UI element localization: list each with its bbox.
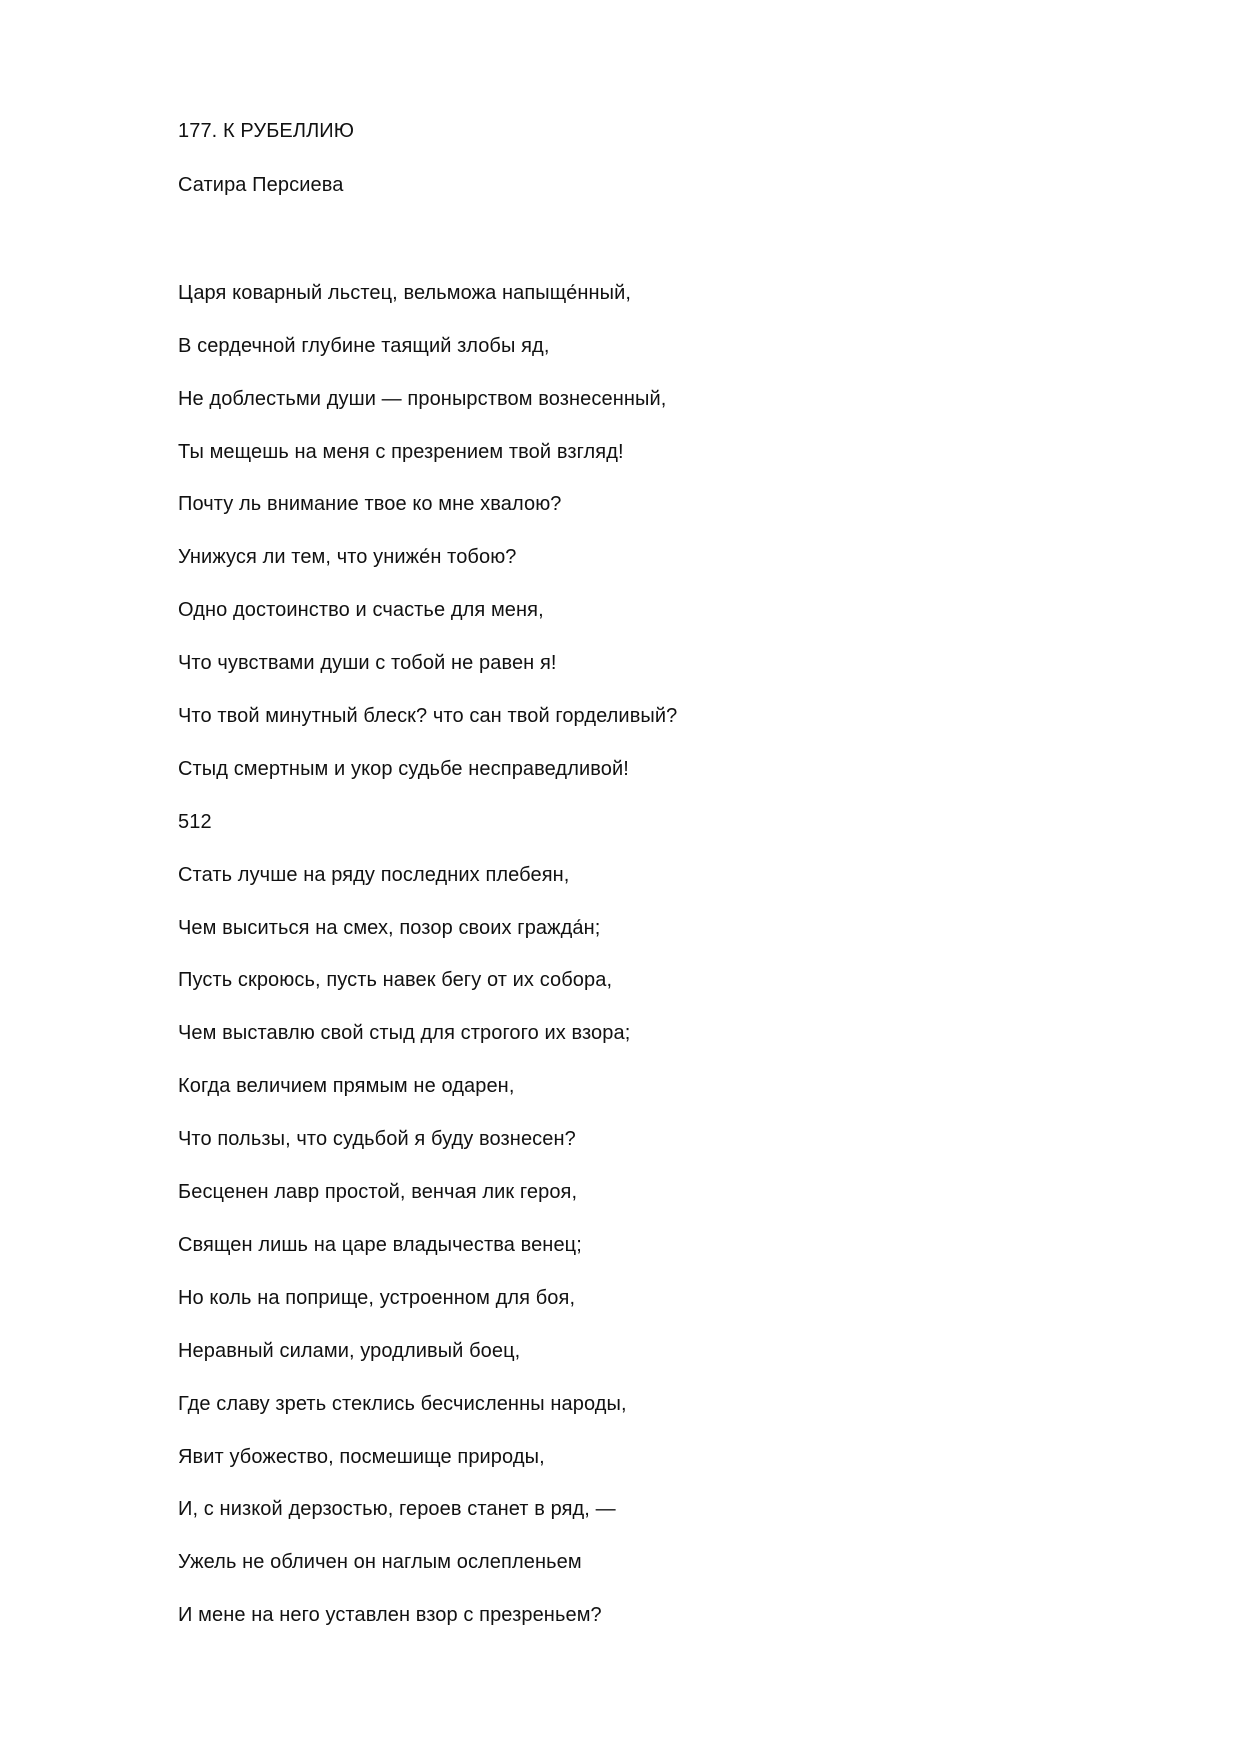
page-number: 512: [178, 811, 212, 833]
poem-line: Священ лишь на царе владычества венец;: [178, 1234, 582, 1256]
poem-subtitle: Сатира Персиева: [178, 174, 344, 196]
poem-line: Бесценен лавр простой, венчая лик героя,: [178, 1181, 578, 1203]
poem-line: Не доблестьми души — пронырством вознесенный,: [178, 388, 667, 410]
poem-line: Но коль на поприще, устроенном для боя,: [178, 1287, 576, 1309]
poem-line: Стыд смертным и укор судьбе несправедливой!: [178, 758, 629, 780]
poem-line: Стать лучше на ряду последних плебеян,: [178, 864, 570, 886]
poem-line: Ты мещешь на меня с презрением твой взгляд!: [178, 441, 624, 463]
poem-line: Пусть скроюсь, пусть навек бегу от их собора,: [178, 969, 613, 991]
poem-line: Ужель не обличен он наглым ослепленьем: [178, 1551, 582, 1573]
poem-line: Чем выставлю свой стыд для строгого их взора;: [178, 1022, 631, 1044]
poem-line: Когда величием прямым не одарен,: [178, 1075, 515, 1097]
poem-line: Неравный силами, уродливый боец,: [178, 1340, 521, 1362]
poem-line: Что чувствами души с тобой не равен я!: [178, 652, 557, 674]
poem-title: 177. К РУБЕЛЛИЮ: [178, 120, 355, 142]
poem-line: Царя коварный льстец, вельможа напыще́нный,: [178, 282, 632, 304]
poem-line: Где славу зреть стеклись бесчисленны народы,: [178, 1393, 627, 1415]
poem-line: В сердечной глубине таящий злобы яд,: [178, 335, 550, 357]
poem-line: И мене на него уставлен взор с презреньем?: [178, 1604, 602, 1626]
poem-line: И, с низкой дерзостью, героев станет в ряд, —: [178, 1498, 616, 1520]
poem-line: Что твой минутный блеск? что сан твой горделивый?: [178, 705, 678, 727]
poem-line: Явит убожество, посмешище природы,: [178, 1446, 545, 1468]
poem-line: Чем выситься на смех, позор своих гражда́н;: [178, 917, 601, 939]
poem-line: Унижуся ли тем, что униже́н тобою?: [178, 546, 517, 568]
poem-line: Почту ль внимание твое ко мне хвалою?: [178, 493, 562, 515]
poem-line: Что пользы, что судьбой я буду вознесен?: [178, 1128, 576, 1150]
poem-line: Одно достоинство и счастье для меня,: [178, 599, 544, 621]
